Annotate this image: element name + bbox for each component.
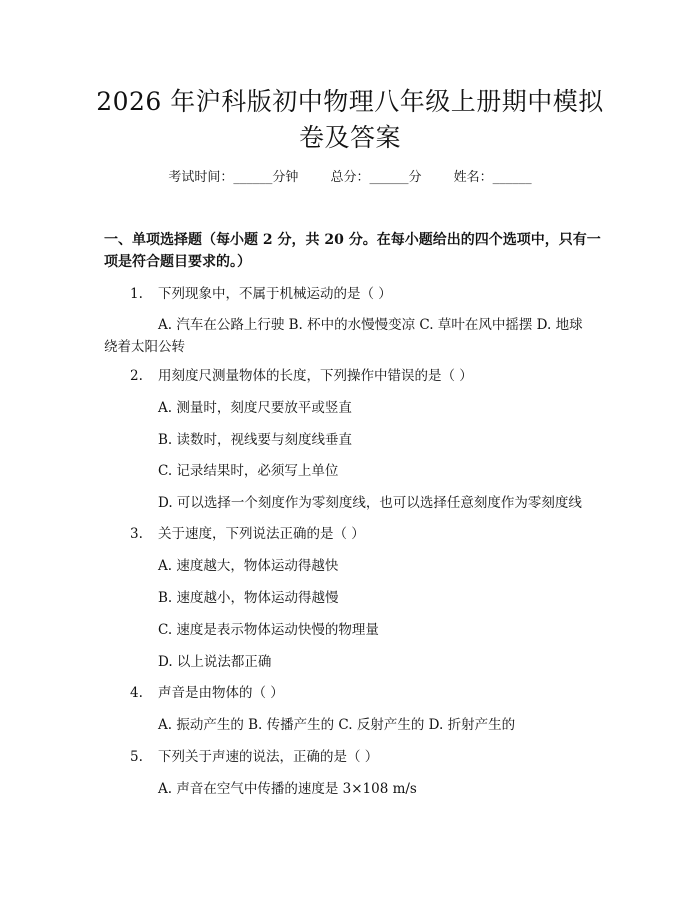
- question-2-option-a: A. 测量时，刻度尺要放平或竖直: [158, 400, 352, 416]
- exam-meta: [0, 168, 700, 188]
- question-3-option-d: D. 以上说法都正确: [158, 654, 272, 670]
- document-title-line-2: 卷及答案: [298, 123, 401, 152]
- question-1-options: A. 汽车在公路上行驶 B. 杯中的水慢慢变凉 C. 草叶在风中摇摆 D. 地球绕着太阳公转: [104, 317, 583, 355]
- question-text: 用刻度尺测量物体的长度，下列操作中错误的是（ ）: [158, 368, 473, 384]
- question-text: 下列关于声速的说法，正确的是（ ）: [158, 749, 379, 765]
- question-3-option-b: B. 速度越小，物体运动得越慢: [158, 590, 339, 606]
- question-2-option-d: D. 可以选择一个刻度作为零刻度线，也可以选择任意刻度作为零刻度线: [158, 495, 582, 511]
- question-text: 关于速度，下列说法正确的是（ ）: [158, 526, 365, 542]
- question-2-option-c: C. 记录结果时，必须写上单位: [158, 463, 339, 479]
- question-4: [130, 683, 284, 703]
- question-5: [130, 747, 378, 767]
- question-number: 4.: [130, 685, 143, 701]
- question-2-option-b: B. 读数时，视线要与刻度线垂直: [158, 432, 353, 448]
- document-title: [90, 84, 610, 156]
- question-3: [130, 524, 365, 544]
- exam-total-score: 总分：______分: [330, 170, 422, 185]
- question-number: 5.: [130, 749, 143, 765]
- question-text: 声音是由物体的（ ）: [158, 685, 284, 701]
- question-3-option-c: C. 速度是表示物体运动快慢的物理量: [158, 622, 379, 638]
- question-3-option-a: A. 速度越大，物体运动得越快: [158, 558, 339, 574]
- document-title-line-1: 2026 年沪科版初中物理八年级上册期中模拟: [96, 87, 604, 116]
- question-1: [130, 284, 392, 304]
- question-text: 下列现象中，不属于机械运动的是（ ）: [158, 286, 392, 302]
- student-name: 姓名：______: [453, 170, 532, 185]
- section-heading: 一、单项选择题（每小题 2 分，共 20 分。在每小题给出的四个选项中，只有一项是符合题目要求的。）: [104, 232, 601, 270]
- question-number: 2.: [130, 368, 143, 384]
- question-5-option-a: A. 声音在空气中传播的速度是 3×108 m/s: [158, 781, 417, 797]
- question-number: 1.: [130, 286, 143, 302]
- question-4-options: A. 振动产生的 B. 传播产生的 C. 反射产生的 D. 折射产生的: [158, 717, 516, 733]
- question-2: [130, 366, 473, 386]
- question-number: 3.: [130, 526, 143, 542]
- exam-time: 考试时间：______分钟: [168, 170, 299, 185]
